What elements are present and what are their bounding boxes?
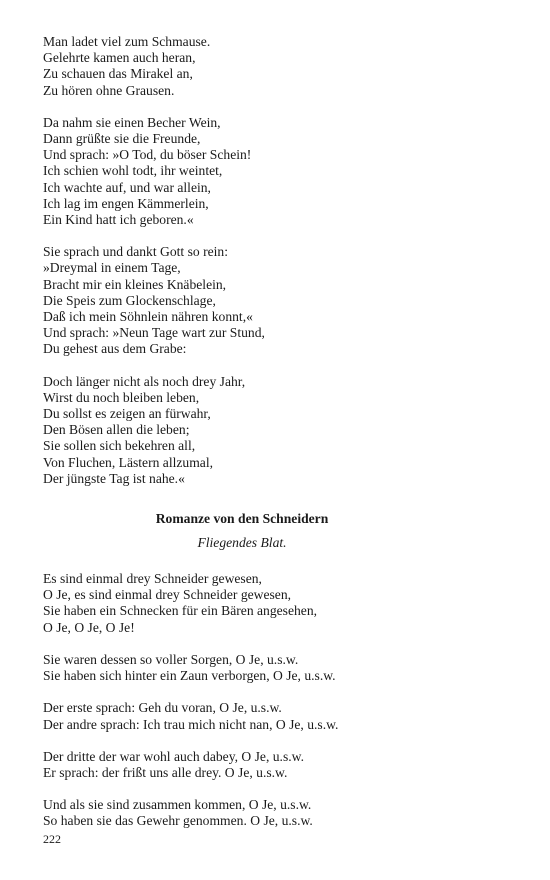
verse-line: So haben sie das Gewehr genommen. O Je, u.s.w. bbox=[43, 813, 313, 829]
verse-line: Ich schien wohl todt, ihr weintet, bbox=[43, 163, 223, 179]
poem-subtitle: Fliegendes Blat. bbox=[197, 535, 287, 551]
verse-line: O Je, es sind einmal drey Schneider gewesen, bbox=[43, 587, 292, 603]
verse-line: Sie waren dessen so voller Sorgen, O Je, u.s.w. bbox=[43, 651, 299, 667]
poem-title: Romanze von den Schneidern bbox=[155, 511, 329, 527]
stanza-5 bbox=[43, 797, 503, 829]
verse-line: Der jüngste Tag ist nahe.« bbox=[43, 470, 185, 486]
verse-line: O Je, O Je, O Je! bbox=[43, 619, 135, 635]
verse-line: Den Bösen allen die leben; bbox=[43, 422, 190, 438]
stanza-3 bbox=[43, 700, 503, 732]
verse-line: Du gehest aus dem Grabe: bbox=[43, 341, 187, 357]
verse-line: Wirst du noch bleiben leben, bbox=[43, 389, 200, 405]
verse-line: Daß ich mein Söhnlein nähren konnt,« bbox=[43, 309, 253, 325]
verse-line: Bracht mir ein kleines Knäbelein, bbox=[43, 276, 227, 292]
verse-line: Dann grüßte sie die Freunde, bbox=[43, 131, 201, 147]
verse-line: Sie haben sich hinter ein Zaun verborgen, O Je, u.s.w. bbox=[43, 668, 336, 684]
verse-line: Von Fluchen, Lästern allzumal, bbox=[43, 454, 214, 470]
poem-schneider bbox=[43, 571, 503, 829]
verse-line: Doch länger nicht als noch drey Jahr, bbox=[43, 373, 246, 389]
verse-line: Sie haben ein Schnecken für ein Bären angesehen, bbox=[43, 603, 318, 619]
stanza-2 bbox=[43, 652, 503, 684]
stanza-4 bbox=[43, 374, 503, 487]
verse-line: Die Speis zum Glockenschlage, bbox=[43, 292, 216, 308]
verse-line: Da nahm sie einen Becher Wein, bbox=[43, 114, 221, 130]
verse-line: Ich lag im engen Kämmerlein, bbox=[43, 195, 209, 211]
verse-line: Der andre sprach: Ich trau mich nicht nan, O Je, u.s.w. bbox=[43, 716, 339, 732]
stanza-3 bbox=[43, 244, 503, 357]
verse-line: Sie sollen sich bekehren all, bbox=[43, 438, 196, 454]
verse-line: Es sind einmal drey Schneider gewesen, bbox=[43, 571, 262, 587]
verse-line: Und als sie sind zusammen kommen, O Je, u.s.w. bbox=[43, 797, 312, 813]
verse-line: Und sprach: »Neun Tage wart zur Stund, bbox=[43, 325, 265, 341]
verse-line: Zu hören ohne Grausen. bbox=[43, 82, 175, 98]
stanza-4 bbox=[43, 749, 503, 781]
verse-line: Zu schauen das Mirakel an, bbox=[43, 66, 193, 82]
verse-line: Der erste sprach: Geh du voran, O Je, u.s.w. bbox=[43, 700, 282, 716]
poem-continued bbox=[43, 34, 503, 487]
stanza-1 bbox=[43, 571, 503, 636]
verse-line: Er sprach: der frißt uns alle drey. O Je, u.s.w. bbox=[43, 764, 288, 780]
verse-line: Ein Kind hatt ich geboren.« bbox=[43, 212, 194, 228]
verse-line: Man ladet viel zum Schmause. bbox=[43, 34, 211, 49]
verse-line: Der dritte der war wohl auch dabey, O Je, u.s.w. bbox=[43, 748, 304, 764]
page-number: 222 bbox=[43, 832, 61, 846]
verse-line: Gelehrte kamen auch heran, bbox=[43, 50, 196, 66]
stanza-1 bbox=[43, 34, 503, 99]
verse-line: »Dreymal in einem Tage, bbox=[43, 260, 181, 276]
verse-line: Sie sprach und dankt Gott so rein: bbox=[43, 244, 228, 260]
verse-line: Und sprach: »O Tod, du böser Schein! bbox=[43, 147, 252, 163]
verse-line: Du sollst es zeigen an fürwahr, bbox=[43, 406, 211, 422]
verse-line: Ich wachte auf, und war allein, bbox=[43, 179, 211, 195]
stanza-2 bbox=[43, 115, 503, 228]
page-content bbox=[43, 34, 503, 846]
